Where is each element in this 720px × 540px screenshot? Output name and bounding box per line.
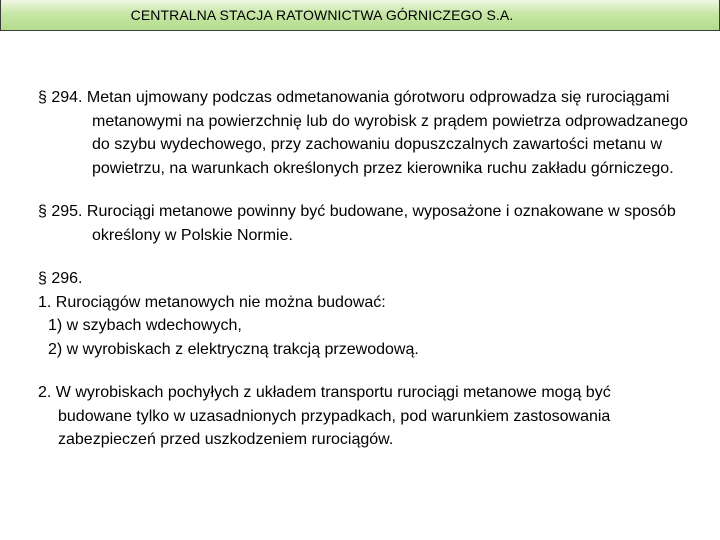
document-body	[38, 86, 688, 452]
list-item-2: 2) w wyrobiskach z elektryczną trakcją przewodową.	[48, 340, 419, 358]
spacer	[38, 361, 688, 381]
paragraph-295: § 295. Rurociągi metanowe powinny być budowane, wyposażone i oznakowane w sposób określony w Polskie Normie.	[38, 203, 676, 244]
paragraph-294: § 294. Metan ujmowany podczas odmetanowania górotworu odprowadza się rurociągami metanowymi na powierzchnię lub do wyrobisk z prądem powietrza odprowadzanego do szybu wydechowego, przy zachowaniu dopuszczalnych zawartości metanu w powietrzu, na warunkach określonych przez kierownika ruchu zakładu górniczego.	[38, 89, 688, 177]
spacer	[38, 247, 688, 267]
spacer	[38, 180, 688, 200]
list-item-1: 1) w szybach wdechowych,	[48, 317, 242, 334]
paragraph-296-heading: § 296.	[38, 270, 83, 287]
header-title: CENTRALNA STACJA RATOWNICTWA GÓRNICZEGO S.A.	[130, 7, 514, 23]
header-bar	[0, 0, 720, 31]
paragraph-296-point-2: 2. W wyrobiskach pochyłych z układem transportu rurociągi metanowe mogą być budowane tylko w uzasadnionych przypadkach, pod warunkiem zastosowania zabezpieczeń przed uszkodzeniem rurociągów.	[38, 384, 611, 448]
paragraph-296-point-1: 1. Rurociągów metanowych nie można budować:	[38, 293, 386, 311]
